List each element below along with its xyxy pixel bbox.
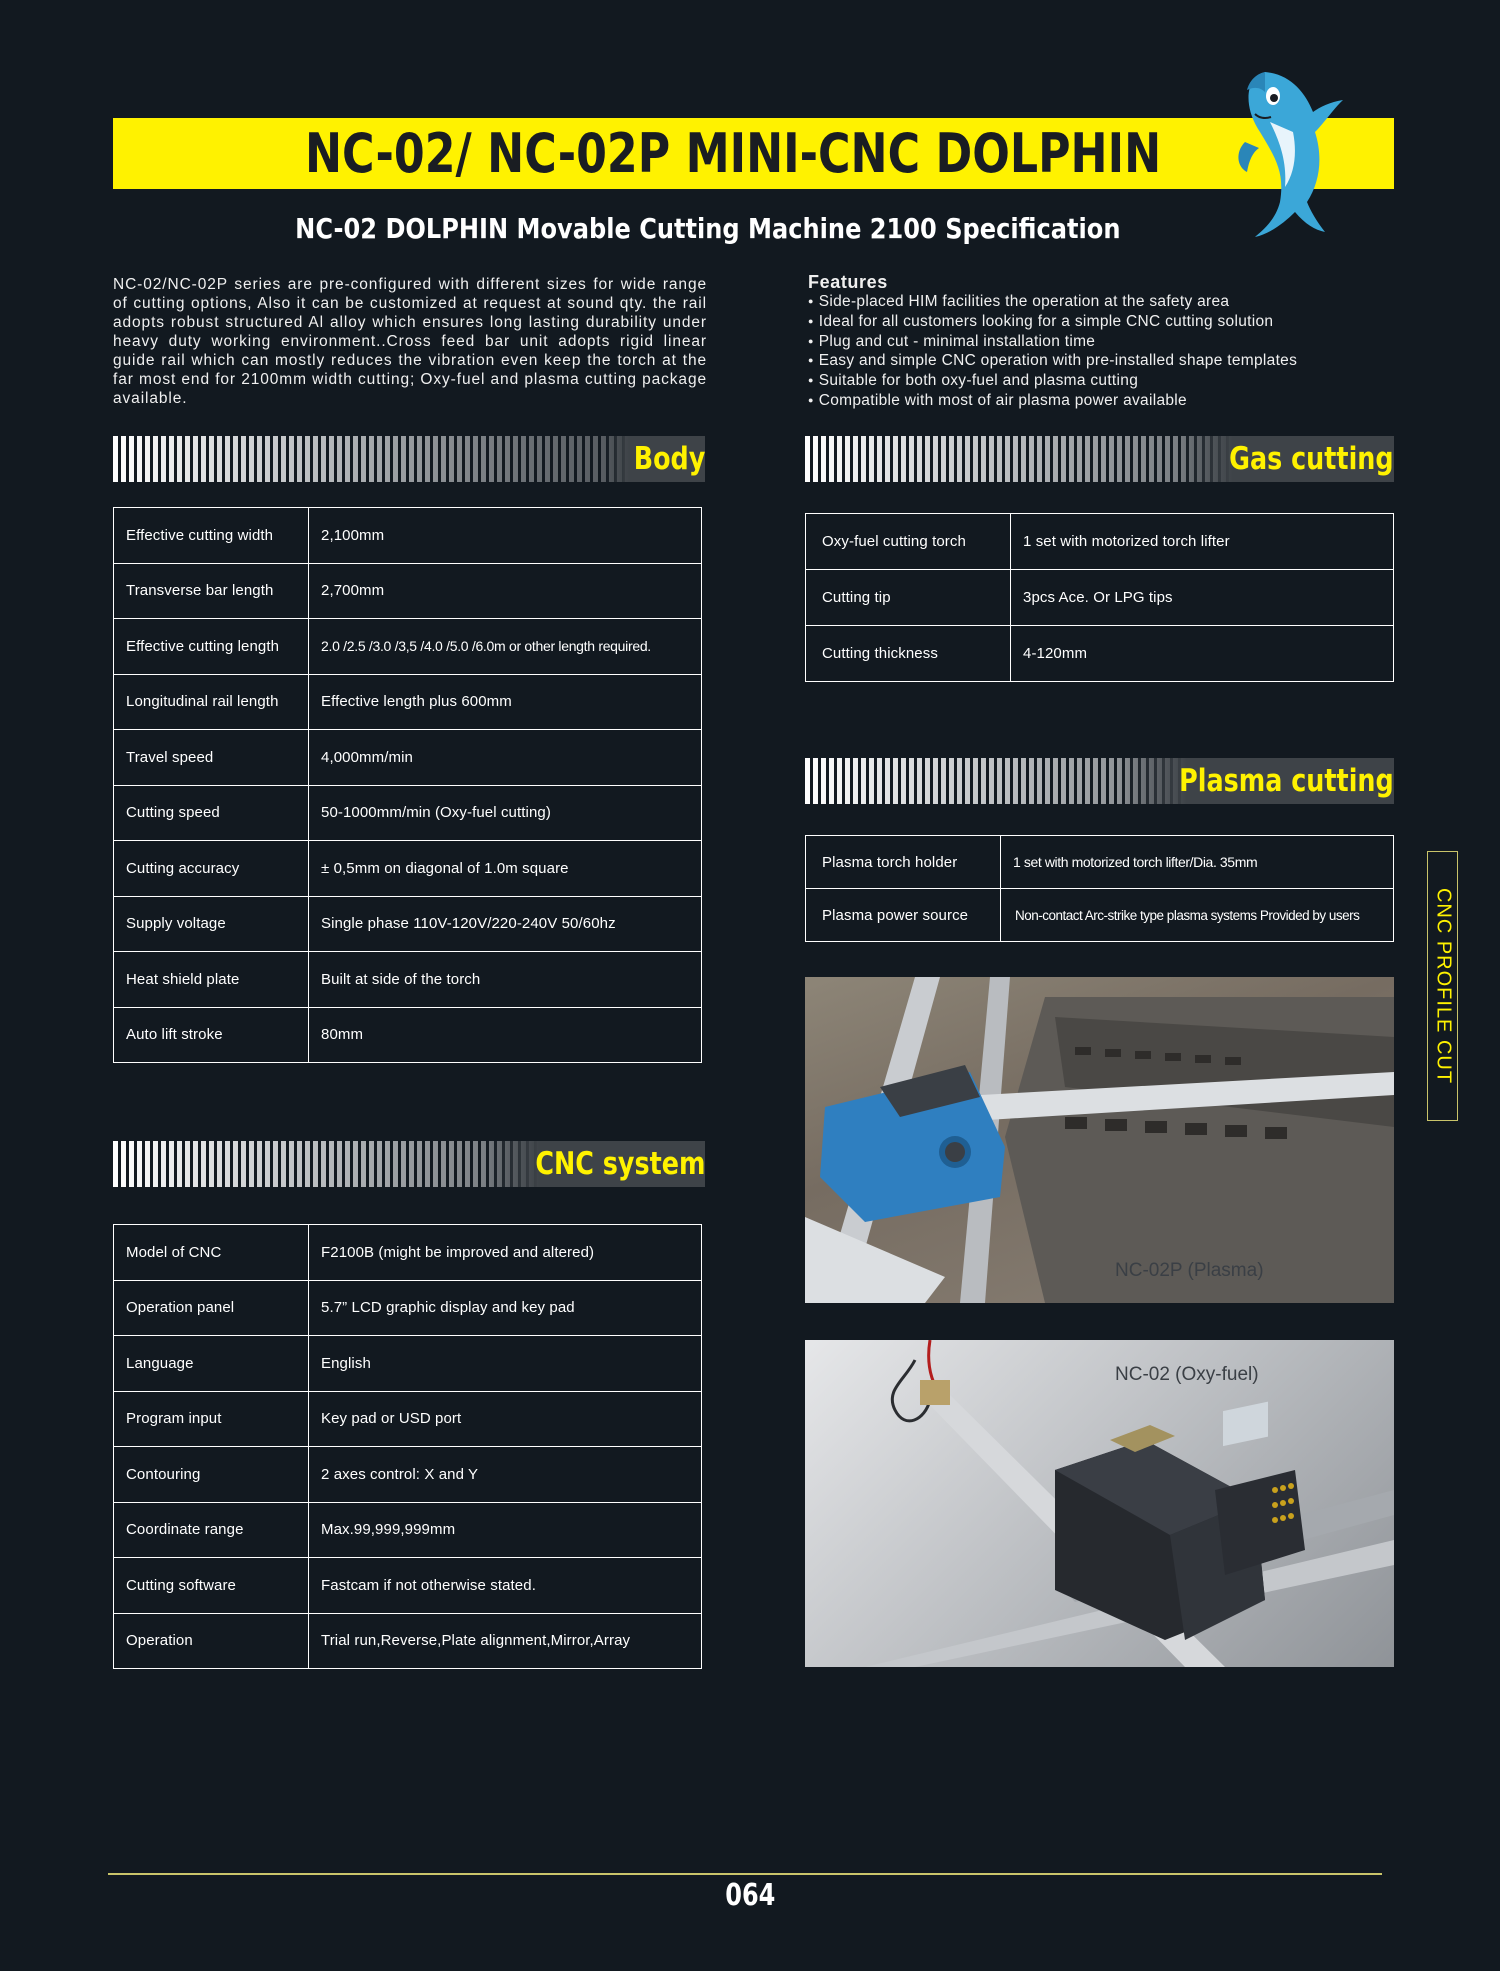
table-row	[114, 785, 702, 841]
spec-value: 1 set with motorized torch lifter/Dia. 35mm	[1001, 836, 1394, 889]
spec-value: Key pad or USD port	[309, 1391, 702, 1447]
feature-item: ● Side-placed HIM facilities the operation at the safety area	[808, 292, 1388, 312]
table-row	[114, 1007, 702, 1063]
section-title-text: Body	[633, 441, 705, 477]
spec-key: Cutting tip	[806, 570, 1011, 626]
table-row	[114, 1447, 702, 1503]
spec-value: Built at side of the torch	[309, 952, 702, 1008]
table-row	[114, 1225, 702, 1281]
oxy-fuel-machine-illustration	[805, 1340, 1394, 1667]
spec-value: Trial run,Reverse,Plate alignment,Mirror,Array	[309, 1613, 702, 1669]
spec-value: 1 set with motorized torch lifter	[1011, 514, 1394, 570]
table-row	[114, 563, 702, 619]
page-title: NC-02/ NC-02P MINI-CNC DOLPHIN	[305, 122, 1162, 185]
spec-key: Cutting software	[114, 1558, 309, 1614]
table-row	[114, 508, 702, 564]
table-row	[114, 1558, 702, 1614]
table-row	[114, 619, 702, 675]
intro-paragraph: NC-02/NC-02P series are pre-configured with different sizes for wide range of cutting options, Also it can be customized at request at sound qty. the rail adopts robust structured Al alloy which ensures long lasting durability under heavy duty working environment..Cross feed bar unit adopts rigid linear guide rail which can mostly reduces the vibration even keep the torch at the far most end for 2100mm width cutting; Oxy-fuel and plasma cutting package available.	[113, 276, 707, 407]
table-row	[114, 730, 702, 786]
side-tab-label: CNC PROFILE CUT	[1432, 887, 1454, 1085]
plasma-machine-illustration	[805, 977, 1394, 1303]
oxy-fuel-photo-caption: NC-02 (Oxy-fuel)	[1115, 1364, 1259, 1385]
spec-key: Operation	[114, 1613, 309, 1669]
spec-value: 5.7” LCD graphic display and key pad	[309, 1280, 702, 1336]
features-block	[808, 272, 1388, 411]
spec-key: Effective cutting length	[114, 619, 309, 675]
page-number	[0, 1878, 1500, 1913]
spec-value: 3pcs Ace. Or LPG tips	[1011, 570, 1394, 626]
page-subtitle	[113, 212, 1303, 245]
spec-key: Auto lift stroke	[114, 1007, 309, 1063]
spec-key: Plasma torch holder	[806, 836, 1001, 889]
gas-spec-table	[805, 513, 1394, 682]
table-row	[806, 836, 1394, 889]
section-title-gas	[1179, 436, 1394, 482]
spec-value: 2,100mm	[309, 508, 702, 564]
spec-key: Supply voltage	[114, 896, 309, 952]
table-row	[806, 570, 1394, 626]
title-banner	[113, 118, 1394, 189]
feature-item: ● Plug and cut - minimal installation time	[808, 332, 1388, 352]
section-header-body	[113, 436, 705, 482]
table-row	[114, 841, 702, 897]
section-title-text: Plasma cutting	[1179, 763, 1394, 799]
spec-key: Longitudinal rail length	[114, 674, 309, 730]
features-title: Features	[808, 272, 888, 292]
table-row	[806, 626, 1394, 682]
spec-value: Max.99,999,999mm	[309, 1502, 702, 1558]
spec-value: Single phase 110V-120V/220-240V 50/60hz	[309, 896, 702, 952]
subtitle-text: NC-02 DOLPHIN Movable Cutting Machine 2100 Specification	[295, 212, 1121, 245]
spec-key: Operation panel	[114, 1280, 309, 1336]
feature-item: ● Compatible with most of air plasma power available	[808, 391, 1388, 411]
oxy-fuel-machine-photo	[805, 1340, 1394, 1667]
spec-value: 80mm	[309, 1007, 702, 1063]
table-row	[114, 952, 702, 1008]
spec-value: Effective length plus 600mm	[309, 674, 702, 730]
spec-value: 2,700mm	[309, 563, 702, 619]
feature-item: ● Ideal for all customers looking for a simple CNC cutting solution	[808, 312, 1388, 332]
footer-divider	[108, 1873, 1382, 1875]
spec-key: Cutting thickness	[806, 626, 1011, 682]
spec-key: Cutting accuracy	[114, 841, 309, 897]
spec-value: ± 0,5mm on diagonal of 1.0m square	[309, 841, 702, 897]
table-row	[114, 896, 702, 952]
table-row	[114, 674, 702, 730]
spec-key: Language	[114, 1336, 309, 1392]
table-row	[114, 1280, 702, 1336]
spec-value: 50-1000mm/min (Oxy-fuel cutting)	[309, 785, 702, 841]
spec-key: Oxy-fuel cutting torch	[806, 514, 1011, 570]
spec-key: Coordinate range	[114, 1502, 309, 1558]
spec-key: Program input	[114, 1391, 309, 1447]
spec-key: Plasma power source	[806, 889, 1001, 942]
plasma-photo-caption: NC-02P (Plasma)	[1115, 1260, 1264, 1281]
spec-key: Effective cutting width	[114, 508, 309, 564]
plasma-spec-table	[805, 835, 1394, 942]
table-row	[114, 1391, 702, 1447]
spec-key: Contouring	[114, 1447, 309, 1503]
plasma-machine-photo	[805, 977, 1394, 1303]
section-title-body	[604, 436, 705, 482]
section-title-cnc	[484, 1141, 706, 1187]
side-tab	[1427, 851, 1458, 1121]
table-row	[114, 1502, 702, 1558]
section-header-plasma-cutting	[805, 758, 1394, 804]
page-number-text: 064	[724, 1878, 776, 1913]
spec-value: 4,000mm/min	[309, 730, 702, 786]
table-row	[114, 1613, 702, 1669]
spec-key: Transverse bar length	[114, 563, 309, 619]
feature-item: ● Suitable for both oxy-fuel and plasma cutting	[808, 371, 1388, 391]
section-title-text: CNC system	[534, 1146, 705, 1182]
features-list	[808, 292, 1388, 411]
spec-value: F2100B (might be improved and altered)	[309, 1225, 702, 1281]
section-title-text: Gas cutting	[1229, 441, 1394, 477]
cnc-spec-table	[113, 1224, 702, 1669]
spec-value: 4-120mm	[1011, 626, 1394, 682]
spec-value: 2 axes control: X and Y	[309, 1447, 702, 1503]
spec-key: Model of CNC	[114, 1225, 309, 1281]
table-row	[806, 514, 1394, 570]
spec-key: Cutting speed	[114, 785, 309, 841]
spec-value: Non-contact Arc-strike type plasma systems Provided by users	[1001, 889, 1394, 942]
spec-value: Fastcam if not otherwise stated.	[309, 1558, 702, 1614]
section-title-plasma	[1118, 758, 1394, 804]
section-header-gas-cutting	[805, 436, 1394, 482]
section-header-cnc-system	[113, 1141, 705, 1187]
feature-item: ● Easy and simple CNC operation with pre-installed shape templates	[808, 351, 1388, 371]
spec-value: 2.0 /2.5 /3.0 /3,5 /4.0 /5.0 /6.0m or other length required.	[309, 619, 702, 675]
body-spec-table	[113, 507, 702, 1063]
spec-key: Travel speed	[114, 730, 309, 786]
table-row	[114, 1336, 702, 1392]
table-row	[806, 889, 1394, 942]
spec-key: Heat shield plate	[114, 952, 309, 1008]
spec-value: English	[309, 1336, 702, 1392]
